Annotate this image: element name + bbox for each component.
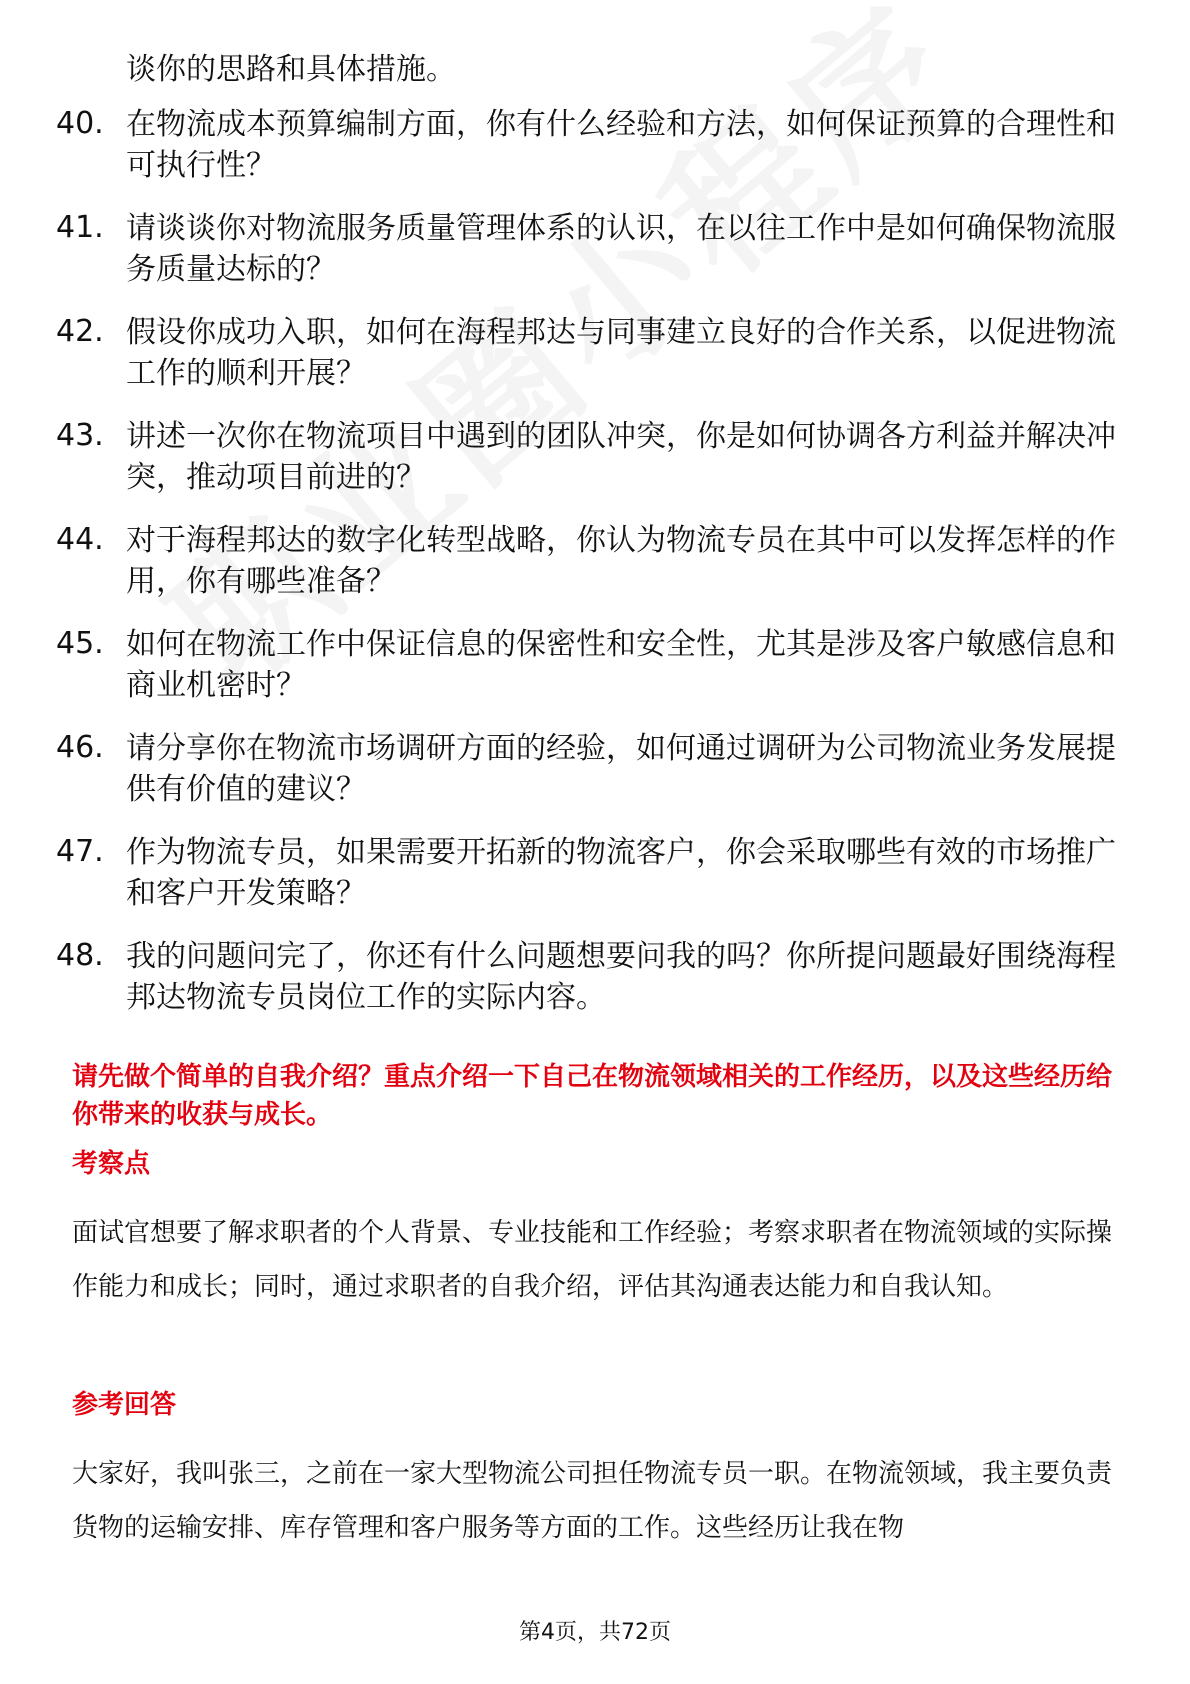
question-number: 44. [56,522,104,557]
question-list [0,104,1190,1040]
question-number: 48. [56,938,104,973]
question-text: 如何在物流工作中保证信息的保密性和安全性，尤其是涉及客户敏感信息和商业机密时？ [126,627,1116,703]
question-text: 对于海程邦达的数字化转型战略，你认为物流专员在其中可以发挥怎样的作用，你有哪些准备？ [126,523,1116,599]
question-item [0,312,1190,416]
question-item [0,104,1190,208]
page-number: 第4页，共72页 [519,1620,671,1645]
question-number: 40. [56,106,104,141]
question-text: 作为物流专员，如果需要开拓新的物流客户，你会采取哪些有效的市场推广和客户开发策略？ [126,835,1116,911]
question-item [0,832,1190,936]
reference-answer-body: 大家好，我叫张三，之前在一家大型物流公司担任物流专员一职。在物流领域，我主要负责货物的运输安排、库存管理和客户服务等方面的工作。这些经历让我在物 [72,1459,1113,1543]
highlight-question: 请先做个简单的自我介绍？重点介绍一下自己在物流领域相关的工作经历，以及这些经历给你带来的收获与成长。 [72,1062,1113,1130]
exam-point-body: 面试官想要了解求职者的个人背景、专业技能和工作经验；考察求职者在物流领域的实际操作能力和成长；同时，通过求职者的自我介绍，评估其沟通表达能力和自我认知。 [72,1218,1113,1302]
question-number: 46. [56,730,104,765]
question-text: 请谈谈你对物流服务质量管理体系的认识，在以往工作中是如何确保物流服务质量达标的？ [126,211,1116,287]
question-item [0,624,1190,728]
question-item [0,520,1190,624]
question-number: 47. [56,834,104,869]
reference-answer-heading: 参考回答 [72,1390,177,1420]
question-number: 41. [56,210,104,245]
question-item [0,728,1190,832]
question-number: 42. [56,314,104,349]
question-text: 我的问题问完了，你还有什么问题想要问我的吗？你所提问题最好围绕海程邦达物流专员岗位工作的实际内容。 [126,939,1116,1015]
question-text: 讲述一次你在物流项目中遇到的团队冲突，你是如何协调各方利益并解决冲突，推动项目前进的？ [126,419,1116,495]
question-item [0,416,1190,520]
question-item [0,208,1190,312]
question-text: 假设你成功入职，如何在海程邦达与同事建立良好的合作关系，以促进物流工作的顺利开展？ [126,315,1116,391]
question-text: 请分享你在物流市场调研方面的经验，如何通过调研为公司物流业务发展提供有价值的建议？ [126,731,1116,807]
question-number: 45. [56,626,104,661]
question-text: 在物流成本预算编制方面，你有什么经验和方法，如何保证预算的合理性和可执行性？ [126,107,1116,183]
question-item [0,936,1190,1040]
exam-point-heading: 考察点 [72,1149,151,1179]
continued-question-text: 谈你的思路和具体措施。 [126,52,456,87]
question-number: 43. [56,418,104,453]
